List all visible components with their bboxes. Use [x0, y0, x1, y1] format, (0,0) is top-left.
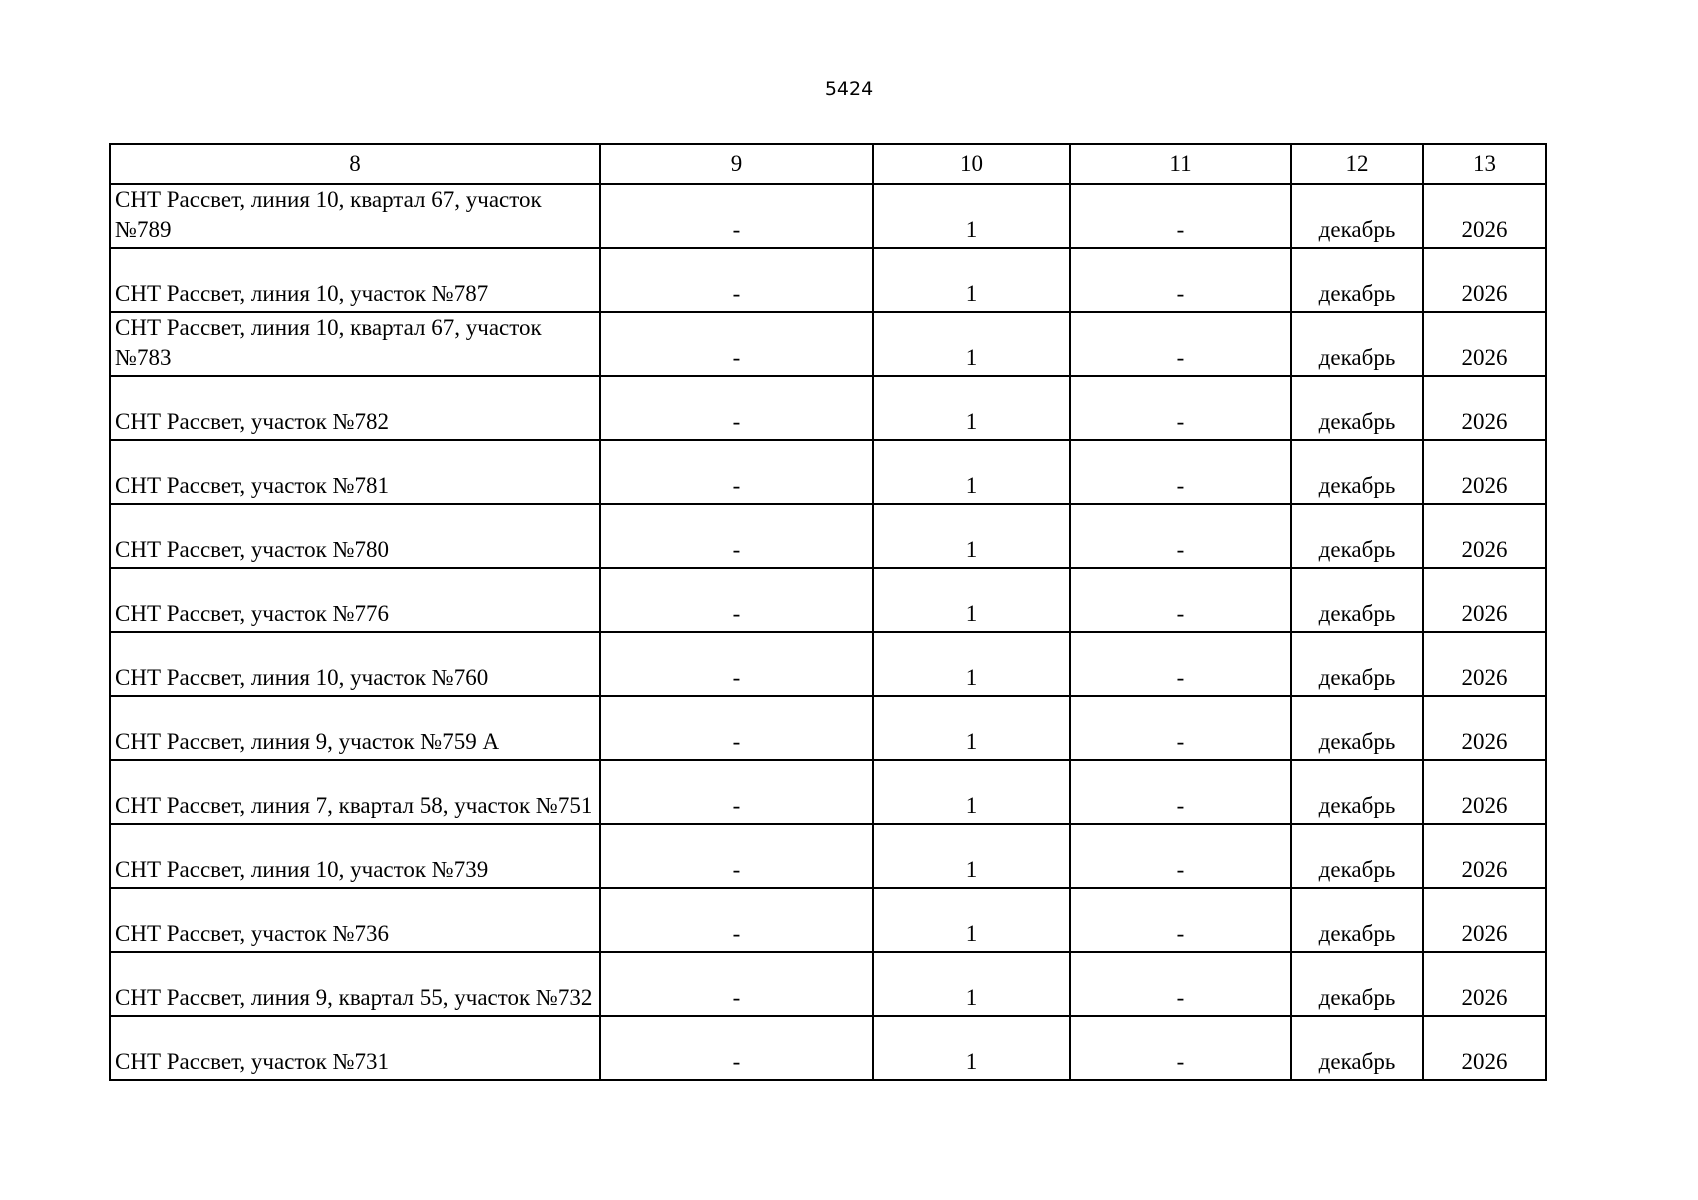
year-cell: 2026 — [1423, 952, 1546, 1016]
table-header — [110, 144, 1546, 184]
column-10-cell: 1 — [873, 632, 1070, 696]
table-row — [110, 888, 1546, 952]
column-9-cell: - — [600, 952, 873, 1016]
header-cell: 8 — [110, 144, 600, 184]
month-cell: декабрь — [1291, 184, 1423, 248]
table-row — [110, 312, 1546, 376]
column-10-cell: 1 — [873, 376, 1070, 440]
month-cell: декабрь — [1291, 760, 1423, 824]
column-9-cell: - — [600, 760, 873, 824]
month-cell: декабрь — [1291, 824, 1423, 888]
address-cell: СНТ Рассвет, участок №736 — [110, 888, 600, 952]
address-cell: СНТ Рассвет, линия 10, квартал 67, участок №783 — [110, 312, 600, 376]
column-11-cell: - — [1070, 632, 1291, 696]
month-cell: декабрь — [1291, 632, 1423, 696]
column-11-cell: - — [1070, 376, 1291, 440]
year-cell: 2026 — [1423, 1016, 1546, 1080]
column-9-cell: - — [600, 440, 873, 504]
column-11-cell: - — [1070, 312, 1291, 376]
address-cell: СНТ Рассвет, участок №781 — [110, 440, 600, 504]
month-cell: декабрь — [1291, 376, 1423, 440]
header-cell: 13 — [1423, 144, 1546, 184]
schedule-table — [109, 143, 1547, 1081]
header-cell: 9 — [600, 144, 873, 184]
month-cell: декабрь — [1291, 312, 1423, 376]
table-row — [110, 504, 1546, 568]
month-cell: декабрь — [1291, 888, 1423, 952]
month-cell: декабрь — [1291, 440, 1423, 504]
address-cell: СНТ Рассвет, участок №780 — [110, 504, 600, 568]
column-9-cell: - — [600, 696, 873, 760]
column-10-cell: 1 — [873, 568, 1070, 632]
column-10-cell: 1 — [873, 824, 1070, 888]
year-cell: 2026 — [1423, 504, 1546, 568]
column-10-cell: 1 — [873, 440, 1070, 504]
header-cell: 10 — [873, 144, 1070, 184]
column-9-cell: - — [600, 376, 873, 440]
address-cell: СНТ Рассвет, линия 10, участок №739 — [110, 824, 600, 888]
column-9-cell: - — [600, 504, 873, 568]
column-9-cell: - — [600, 632, 873, 696]
month-cell: декабрь — [1291, 504, 1423, 568]
column-11-cell: - — [1070, 952, 1291, 1016]
column-11-cell: - — [1070, 440, 1291, 504]
column-10-cell: 1 — [873, 248, 1070, 312]
table-row — [110, 376, 1546, 440]
table-row — [110, 632, 1546, 696]
table-row — [110, 952, 1546, 1016]
column-9-cell: - — [600, 888, 873, 952]
table-row — [110, 184, 1546, 248]
column-11-cell: - — [1070, 504, 1291, 568]
column-10-cell: 1 — [873, 952, 1070, 1016]
column-11-cell: - — [1070, 696, 1291, 760]
column-9-cell: - — [600, 184, 873, 248]
year-cell: 2026 — [1423, 696, 1546, 760]
year-cell: 2026 — [1423, 312, 1546, 376]
column-11-cell: - — [1070, 1016, 1291, 1080]
year-cell: 2026 — [1423, 440, 1546, 504]
table-row — [110, 568, 1546, 632]
column-11-cell: - — [1070, 824, 1291, 888]
month-cell: декабрь — [1291, 696, 1423, 760]
column-9-cell: - — [600, 568, 873, 632]
address-cell: СНТ Рассвет, линия 10, участок №760 — [110, 632, 600, 696]
column-11-cell: - — [1070, 184, 1291, 248]
column-9-cell: - — [600, 824, 873, 888]
month-cell: декабрь — [1291, 248, 1423, 312]
column-10-cell: 1 — [873, 504, 1070, 568]
column-10-cell: 1 — [873, 312, 1070, 376]
month-cell: декабрь — [1291, 1016, 1423, 1080]
year-cell: 2026 — [1423, 184, 1546, 248]
address-cell: СНТ Рассвет, линия 10, участок №787 — [110, 248, 600, 312]
table-row — [110, 248, 1546, 312]
page-number: 5424 — [824, 78, 874, 100]
year-cell: 2026 — [1423, 632, 1546, 696]
table-row — [110, 440, 1546, 504]
table-row — [110, 1016, 1546, 1080]
address-cell: СНТ Рассвет, участок №782 — [110, 376, 600, 440]
column-10-cell: 1 — [873, 888, 1070, 952]
header-cell: 12 — [1291, 144, 1423, 184]
address-cell: СНТ Рассвет, участок №731 — [110, 1016, 600, 1080]
column-9-cell: - — [600, 1016, 873, 1080]
year-cell: 2026 — [1423, 760, 1546, 824]
column-10-cell: 1 — [873, 184, 1070, 248]
year-cell: 2026 — [1423, 248, 1546, 312]
year-cell: 2026 — [1423, 568, 1546, 632]
address-cell: СНТ Рассвет, линия 10, квартал 67, участок №789 — [110, 184, 600, 248]
address-cell: СНТ Рассвет, линия 7, квартал 58, участок №751 — [110, 760, 600, 824]
column-10-cell: 1 — [873, 760, 1070, 824]
address-cell: СНТ Рассвет, линия 9, квартал 55, участок №732 — [110, 952, 600, 1016]
column-11-cell: - — [1070, 568, 1291, 632]
table-row — [110, 824, 1546, 888]
column-10-cell: 1 — [873, 1016, 1070, 1080]
month-cell: декабрь — [1291, 568, 1423, 632]
table-row — [110, 696, 1546, 760]
table-body — [110, 184, 1546, 1080]
column-9-cell: - — [600, 312, 873, 376]
column-11-cell: - — [1070, 248, 1291, 312]
column-11-cell: - — [1070, 760, 1291, 824]
month-cell: декабрь — [1291, 952, 1423, 1016]
column-9-cell: - — [600, 248, 873, 312]
column-11-cell: - — [1070, 888, 1291, 952]
year-cell: 2026 — [1423, 376, 1546, 440]
header-row — [110, 144, 1546, 184]
header-cell: 11 — [1070, 144, 1291, 184]
year-cell: 2026 — [1423, 888, 1546, 952]
table-row — [110, 760, 1546, 824]
address-cell: СНТ Рассвет, линия 9, участок №759 А — [110, 696, 600, 760]
column-10-cell: 1 — [873, 696, 1070, 760]
address-cell: СНТ Рассвет, участок №776 — [110, 568, 600, 632]
year-cell: 2026 — [1423, 824, 1546, 888]
